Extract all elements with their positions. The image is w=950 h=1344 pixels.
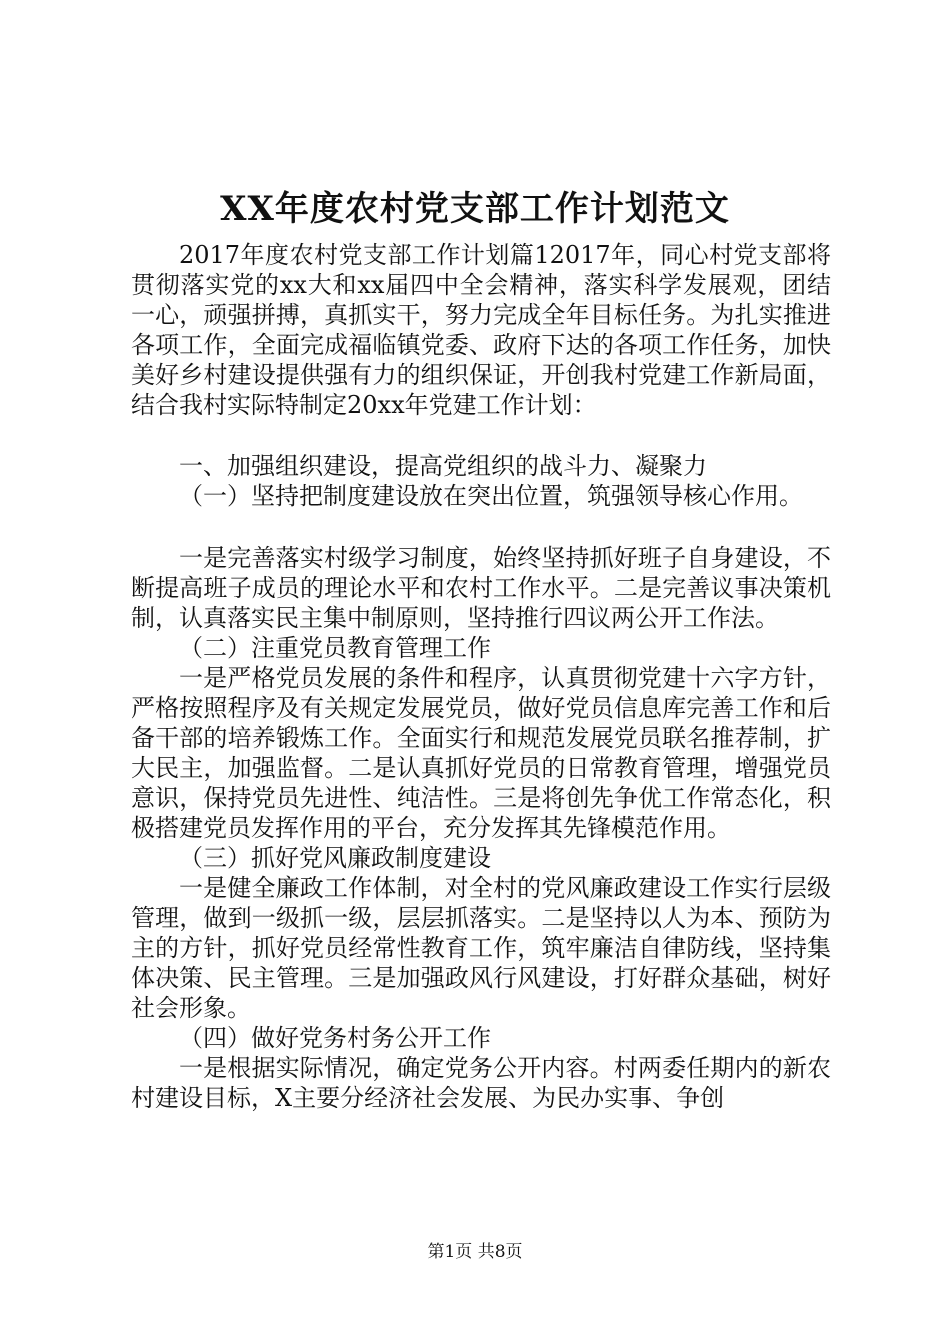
paragraph-2: 一是严格党员发展的条件和程序，认真贯彻党建十六字方针，严格按照程序及有关规定发展党员，做好党员信息库完善工作和后备干部的培养锻炼工作。全面实行和规范发展党员联名推荐制，扩大民主，加强监督。二是认真抓好党员的日常教育管理，增强党员意识，保持党员先进性、纯洁性。三是将创先争优工作常态化，积极搭建党员发挥作用的平台，充分发挥其先锋模范作用。 [131, 664, 831, 842]
paragraph-4: 一是根据实际情况，确定党务公开内容。村两委任期内的新农村建设目标，X主要分经济社会发展、为民办实事、争创 [131, 1054, 831, 1112]
document-title: XX年度农村党支部工作计划范文 [220, 189, 730, 229]
paragraph-intro: 2017年度农村党支部工作计划篇12017年，同心村党支部将贯彻落实党的xx大和xx届四中全会精神，落实科学发展观，团结一心，顽强拼搏，真抓实干，努力完成全年目标任务。为扎实推进各项工作，全面完成福临镇党委、政府下达的各项工作任务，加快美好乡村建设提供强有力的组织保证，开创我村党建工作新局面，结合我村实际特制定20xx年党建工作计划： [131, 241, 831, 419]
document-body-main [131, 543, 831, 1113]
document-body [131, 240, 831, 420]
subheading-1: （一）坚持把制度建设放在突出位置，筑强领导核心作用。 [179, 482, 803, 510]
subheading-3: （三）抓好党风廉政制度建设 [179, 844, 491, 872]
paragraph-3: 一是健全廉政工作体制，对全村的党风廉政建设工作实行层级管理，做到一级抓一级，层层抓落实。二是坚持以人为本、预防为主的方针，抓好党员经常性教育工作，筑牢廉洁自律防线，坚持集体决策、民主管理。三是加强政风行风建设，打好群众基础，树好社会形象。 [131, 874, 831, 1022]
paragraph-1: 一是完善落实村级学习制度，始终坚持抓好班子自身建设，不断提高班子成员的理论水平和农村工作水平。二是完善议事决策机制，认真落实民主集中制原则，坚持推行四议两公开工作法。 [131, 544, 831, 632]
document-body-section-1 [131, 451, 831, 511]
subheading-4: （四）做好党务村务公开工作 [179, 1024, 491, 1052]
page-number: 第1页 共8页 [427, 1242, 523, 1262]
heading-section-1: 一、加强组织建设，提高党组织的战斗力、凝聚力 [179, 452, 707, 480]
subheading-2: （二）注重党员教育管理工作 [179, 634, 491, 662]
